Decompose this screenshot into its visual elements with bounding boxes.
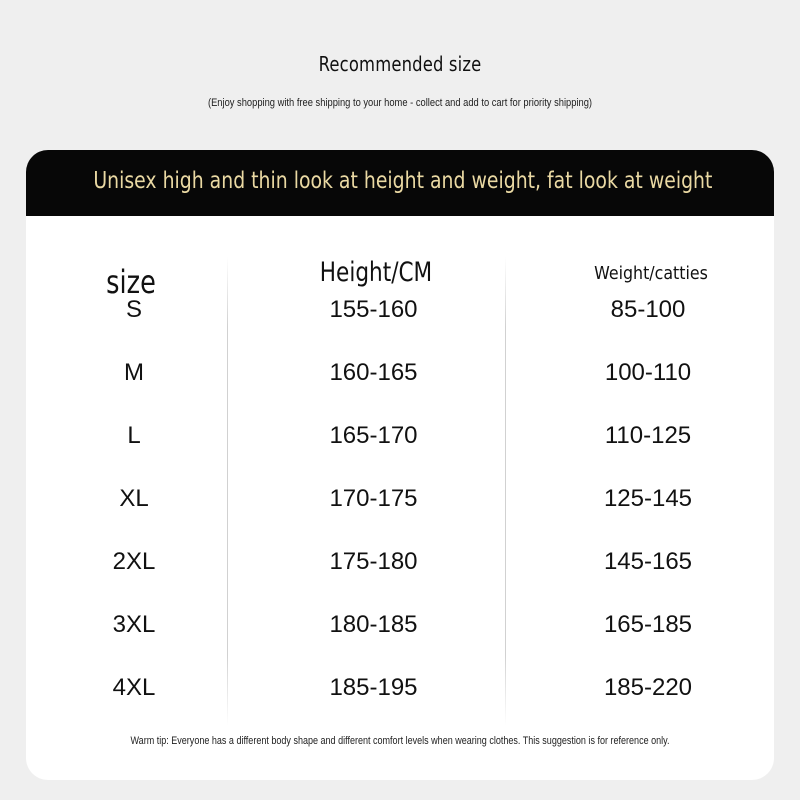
warm-tip: Warm tip: Everyone has a different body shape and different comfort levels when wearing clothes. This suggestion is for reference only. [130,735,670,747]
cell-size: L [127,422,141,449]
cell-size: 2XL [112,548,156,575]
column-divider-right [505,256,506,726]
cell-height: 155-160 [329,296,418,323]
cell-height: 175-180 [329,548,418,575]
cell-height: 160-165 [329,359,418,386]
banner [26,150,774,216]
cell-weight: 165-185 [603,611,693,638]
cell-height: 165-170 [329,422,418,449]
cell-size: M [124,359,144,386]
header-height: Height/CM [319,257,433,288]
cell-weight: 110-125 [604,422,692,449]
cell-height: 180-185 [329,611,418,638]
cell-size: XL [119,485,149,512]
cell-weight: 145-165 [603,548,693,575]
cell-height: 185-195 [329,674,418,701]
cell-size: S [125,296,142,323]
cell-size: 4XL [112,674,156,701]
cell-size: 3XL [112,611,156,638]
cell-weight: 125-145 [603,485,693,512]
size-chart-card [26,150,774,780]
page-title: Recommended size [318,52,482,76]
cell-height: 170-175 [329,485,418,512]
header-size: size [106,263,156,301]
header-weight: Weight/catties [594,263,708,284]
column-divider-left [227,256,228,726]
cell-weight: 85-100 [610,296,686,323]
banner-text: Unisex high and thin look at height and weight, fat look at weight [93,168,713,194]
cell-weight: 185-220 [603,674,693,701]
cell-weight: 100-110 [604,359,692,386]
page-subtitle: (Enjoy shopping with free shipping to your home - collect and add to cart for priority shipping) [207,97,593,109]
